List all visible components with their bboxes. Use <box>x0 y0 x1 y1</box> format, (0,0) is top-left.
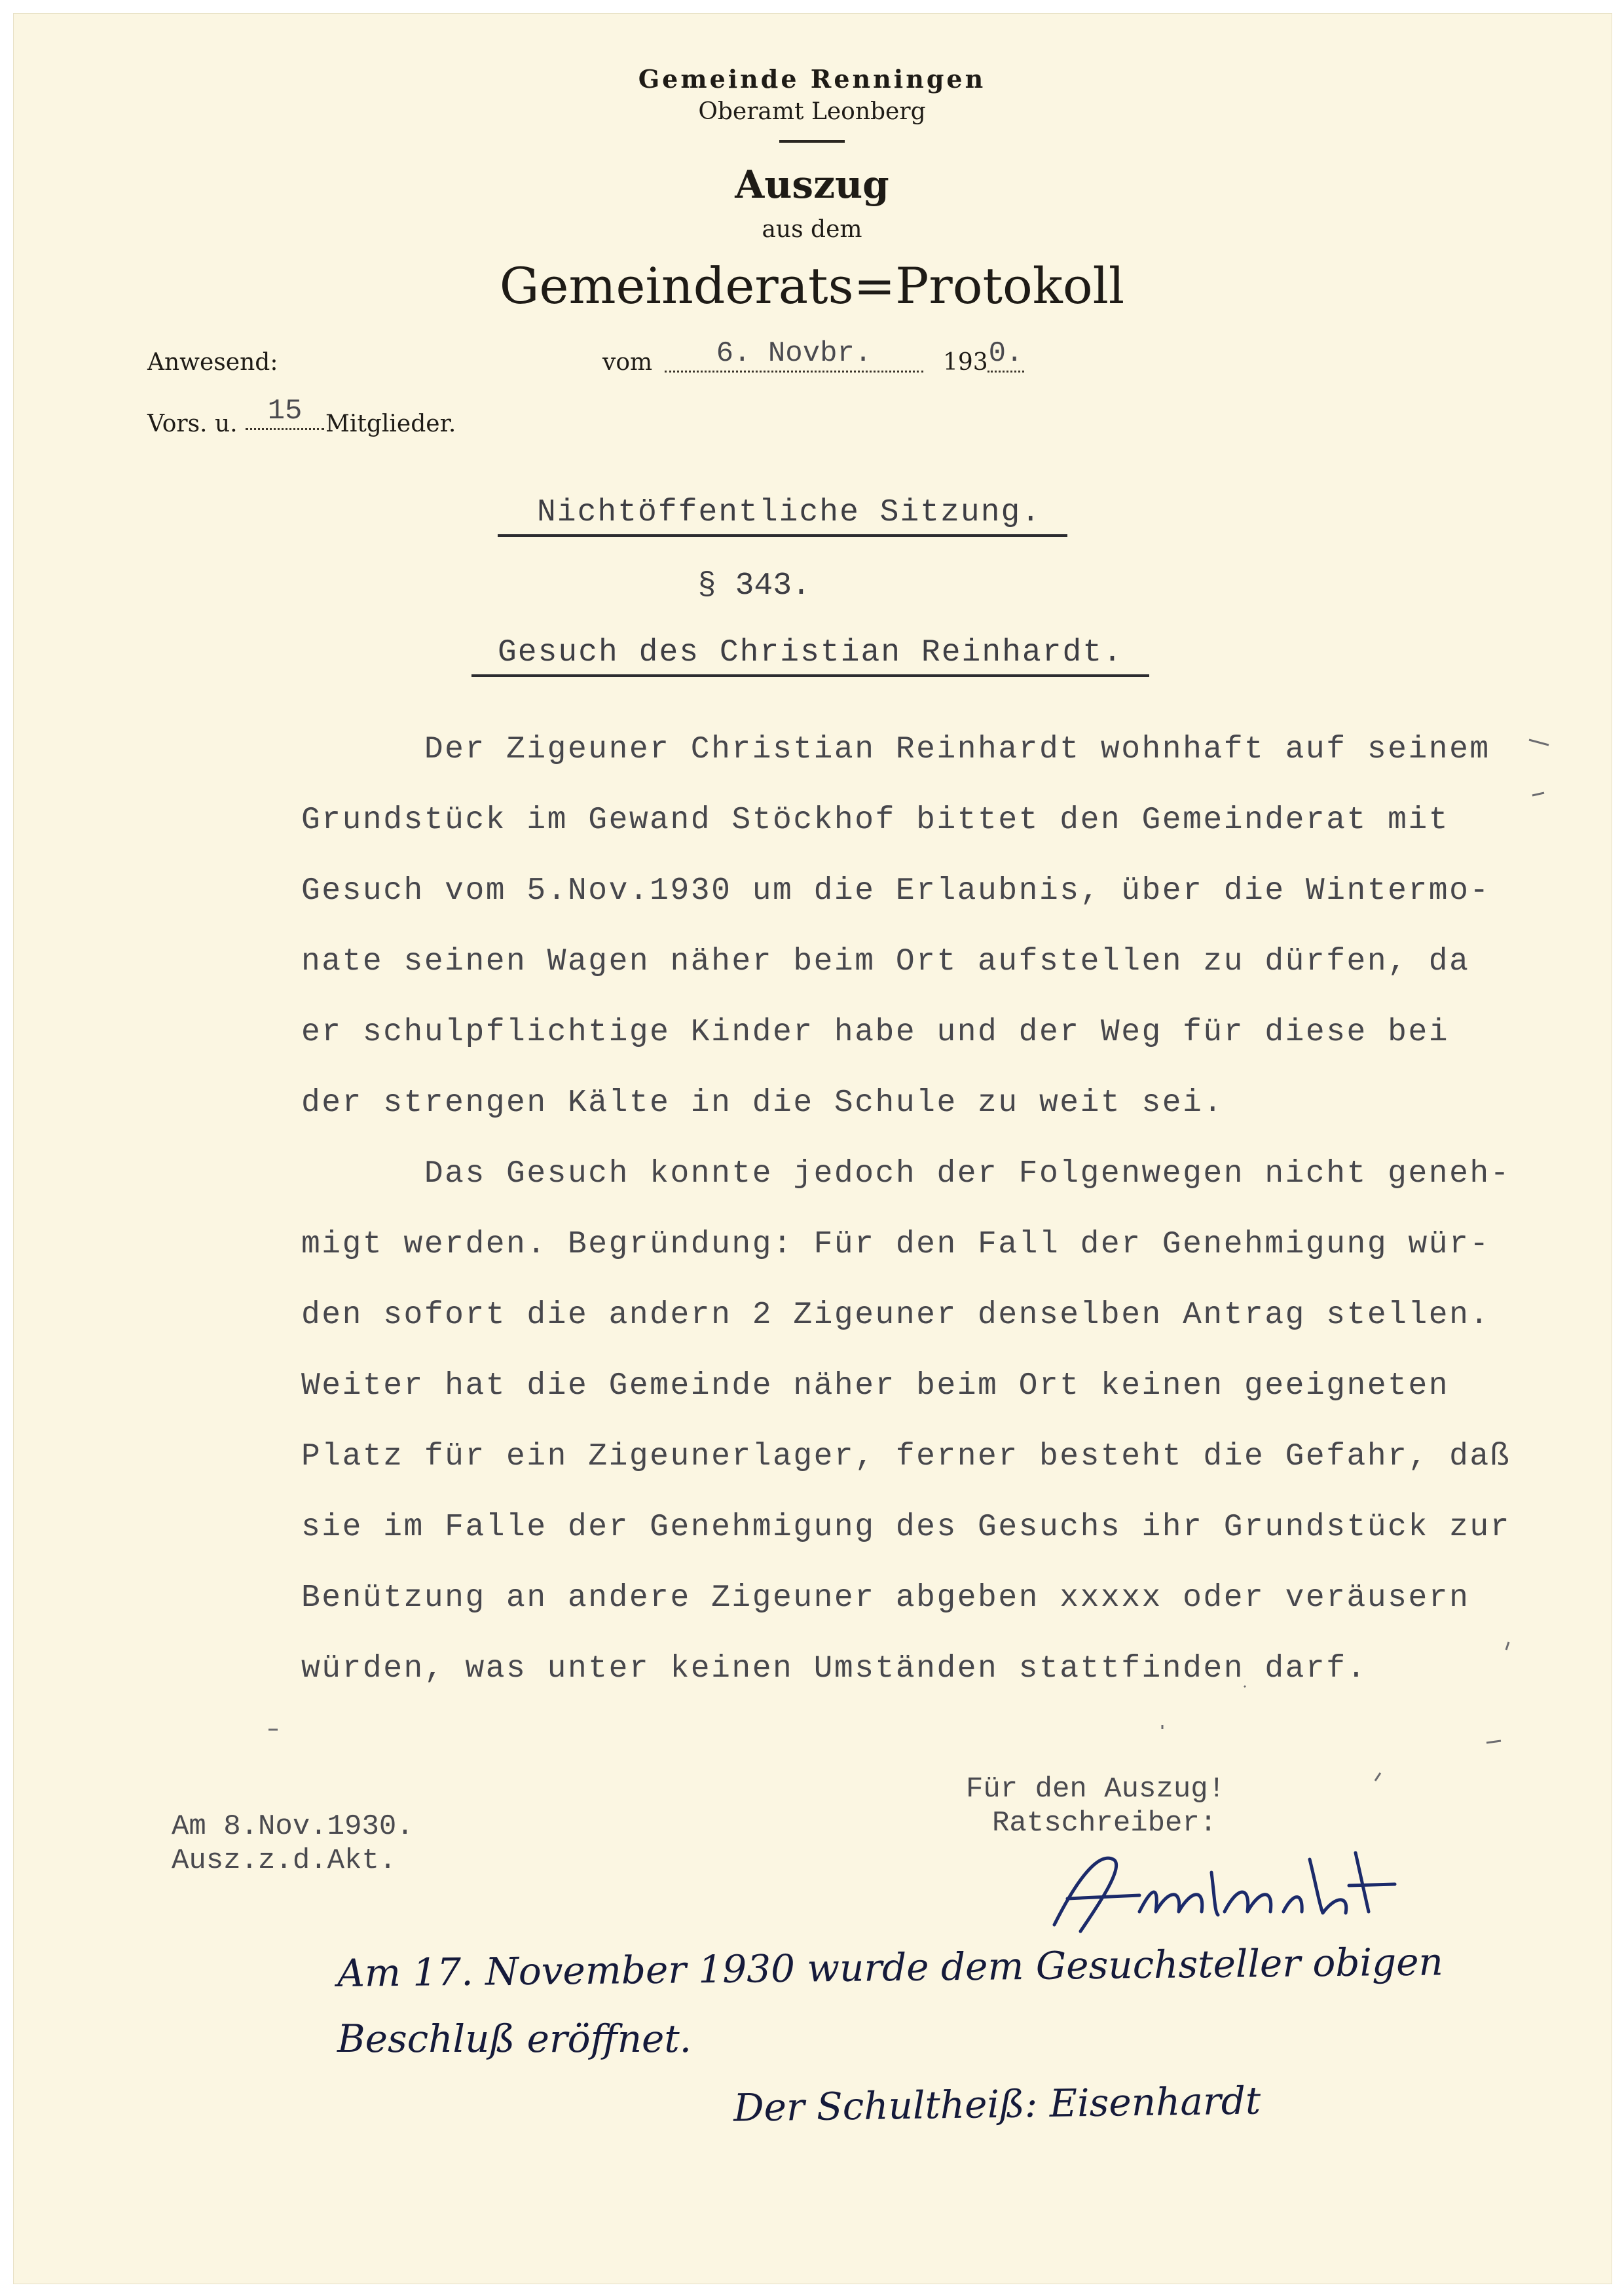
members-label: Mitglieder. <box>325 410 456 437</box>
body-line: würden, was unter keinen Umständen stattfinden darf. <box>301 1651 1367 1686</box>
vors-label: Vors. u. <box>147 410 238 437</box>
filing-date: Am 8.Nov.1930. <box>172 1810 414 1843</box>
body-line: den sofort die andern 2 Zigeuner denselben Antrag stellen. <box>301 1298 1490 1333</box>
handwritten-signature-line: Der Schultheiß: Eisenhardt <box>733 2078 1261 2130</box>
anwesend-label: Anwesend: <box>147 349 278 376</box>
body-line: Das Gesuch konnte jedoch der Folgenwegen nicht geneh- <box>301 1156 1511 1192</box>
handwritten-note-line-2: Beschluß eröffnet. <box>337 2016 692 2061</box>
body-line: er schulpflichtige Kinder habe und der Weg für diese bei <box>301 1015 1450 1050</box>
subject-heading: Gesuch des Christian Reinhardt. <box>471 635 1149 677</box>
clerk-label: Ratschreiber: <box>992 1807 1217 1840</box>
handwritten-note-line-1: Am 17. November 1930 wurde dem Gesuchsteller obigen <box>337 1939 1444 1995</box>
body-line: Gesuch vom 5.Nov.1930 um die Erlaubnis, über die Wintermo- <box>301 873 1490 909</box>
body-line: Weiter hat die Gemeinde näher beim Ort keinen geeigneten <box>301 1368 1450 1404</box>
body-line: der strengen Kälte in die Schule zu weit sei. <box>301 1085 1224 1121</box>
body-line: Platz für ein Zigeunerlager, ferner besteht die Gefahr, daß <box>301 1439 1511 1474</box>
body-line: sie im Falle der Genehmigung des Gesuchs ihr Grundstück zur <box>301 1510 1511 1545</box>
district-name: Oberamt Leonberg <box>698 98 926 125</box>
body-line: nate seinen Wagen näher beim Ort aufstellen zu dürfen, da <box>301 944 1470 979</box>
extract-certification: Für den Auszug! <box>966 1773 1226 1806</box>
session-type: Nichtöffentliche Sitzung. <box>498 495 1067 537</box>
year-prefix: 193 <box>943 349 988 376</box>
body-line: Grundstück im Gewand Stöckhof bittet den Gemeinderat mit <box>301 803 1450 838</box>
protocol-title: Gemeinderats=Protokoll <box>499 257 1125 315</box>
vom-label: vom <box>602 349 653 376</box>
document-title: Auszug <box>735 162 889 207</box>
municipality-name: Gemeinde Renningen <box>638 64 986 94</box>
body-line: Der Zigeuner Christian Reinhardt wohnhaft auf seinem <box>301 732 1490 767</box>
clerk-signature <box>1041 1833 1408 1938</box>
header-divider <box>779 140 845 143</box>
title-connector: aus dem <box>762 216 862 243</box>
paragraph-number: § 343. <box>697 568 811 604</box>
members-count: 15 <box>246 394 324 430</box>
body-line: Benützung an andere Zigeuner abgeben xxxxx oder veräusern <box>301 1580 1470 1616</box>
year-digit: 0. <box>987 337 1024 373</box>
body-line: migt werden. Begründung: Für den Fall der Genehmigung wür- <box>301 1227 1490 1262</box>
filing-note: Ausz.z.d.Akt. <box>172 1844 397 1877</box>
session-date: 6. Novbr. <box>665 337 923 373</box>
